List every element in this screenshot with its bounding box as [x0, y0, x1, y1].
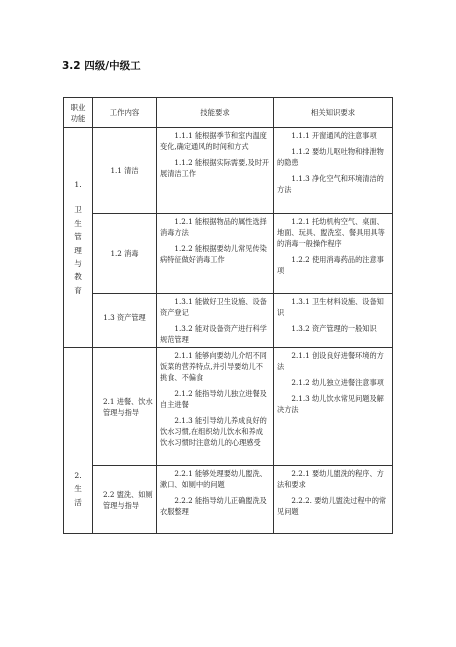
work-disinfection: 1.2 消毒	[93, 214, 157, 294]
knowledge-cell	[274, 214, 393, 294]
requirement-item: 2.1.1 创设良好进餐环境的方法	[277, 351, 384, 371]
function-char: 管	[74, 232, 82, 242]
work-cleaning: 1.1 清洁	[93, 128, 157, 214]
requirement-item: 1.3.2 资产管理的一般知识	[291, 324, 377, 333]
requirement-item: 2.2.1 能够处理要幼儿盥洗、漱口、如厕中的问题	[160, 469, 267, 489]
work-washing-toilet: 2.2 盥洗、如厕管理与指导	[93, 466, 157, 534]
function-char	[64, 191, 92, 203]
function-char: 教	[74, 272, 82, 282]
header-knowledge: 相关知识要求	[274, 98, 393, 128]
header-func: 职业 功能	[64, 98, 93, 128]
table-row	[64, 294, 393, 348]
requirement-item: 1.2.2 能根据要幼儿常见传染病特征做好消毒工作	[160, 244, 267, 264]
skill-cell	[157, 466, 274, 534]
requirement-item: 2.1.2 能指导幼儿独立进餐及自主进餐	[160, 389, 267, 409]
table-row	[64, 214, 393, 294]
header-skill: 技能要求	[157, 98, 274, 128]
work-asset-management: 1.3 资产管理	[93, 294, 157, 348]
requirement-item: 1.1.2 能根据实际需要,及时开展清洁工作	[160, 158, 270, 178]
skill-cell	[157, 214, 274, 294]
section-title: 3.2 四级/中级工	[62, 60, 141, 72]
function-char: 理	[74, 245, 82, 255]
requirement-item: 1.3.2 能对设备资产进行科学规范管理	[160, 324, 267, 344]
requirement-item: 1.1.2 要幼儿呕吐物和排泄物的隐患	[277, 147, 384, 167]
function-char: 2.	[74, 470, 82, 480]
requirement-item: 2.1.2 幼儿独立进餐注意事项	[291, 378, 384, 387]
requirement-item: 2.2.2 能指导幼儿正确盥洗及衣服整理	[160, 496, 267, 516]
requirement-item: 1.3.1 卫生材料设施、设备知识	[277, 297, 384, 317]
knowledge-cell	[274, 294, 393, 348]
requirement-item: 2.1.3 能引导幼儿养成良好的饮水习惯,在组织幼儿饮水和养成饮水习惯时注意幼儿的心理感受	[160, 416, 267, 447]
skill-cell	[157, 128, 274, 214]
function-life	[64, 348, 93, 534]
requirement-item: 2.2.1 要幼儿盥洗的程序、方法和要求	[277, 469, 384, 489]
function-hygiene	[64, 128, 93, 348]
table-row	[64, 466, 393, 534]
requirement-item: 2.1.1 能够向要幼儿介绍不同饭菜的营养特点,并引导要幼儿不挑食、不偏食	[160, 351, 267, 382]
header-row	[64, 98, 393, 128]
knowledge-cell	[274, 348, 393, 466]
function-char: 生	[74, 218, 82, 228]
requirement-item: 1.1.1 开窗通风的注意事项	[291, 131, 377, 140]
function-char: 卫	[74, 205, 82, 215]
requirement-item: 2.2.2. 要幼儿盥洗过程中的常见问题	[277, 496, 387, 516]
table-row	[64, 348, 393, 466]
skill-cell	[157, 294, 274, 348]
requirement-item: 1.1.3 净化空气和环境清洁的方法	[277, 174, 384, 194]
table-row	[64, 128, 393, 214]
function-char: 活	[74, 497, 82, 507]
function-char: 育	[74, 285, 82, 295]
requirement-item: 1.2.1 能根据物品的属性选择消毒方法	[160, 217, 267, 237]
requirement-item: 2.1.3 幼儿饮水常见问题及解决方法	[277, 394, 384, 414]
function-char: 与	[74, 258, 82, 268]
requirement-item: 1.2.2 使用消毒药品的注意事项	[277, 255, 384, 275]
function-char: 1.	[74, 179, 82, 189]
requirement-item: 1.2.1 托幼机构空气、桌面、地面、玩具、盥洗室、餐具用具等的消毒一般操作程序	[277, 217, 385, 248]
skill-cell	[157, 348, 274, 466]
requirement-item: 1.3.1 能做好卫生设施、设备资产登记	[160, 297, 267, 317]
requirement-item: 1.1.1 能根据季节和室内温度变化,确定通风的时间和方式	[160, 131, 267, 151]
work-meal-water: 2.1 进餐、饮水管理与指导	[93, 348, 157, 466]
skills-table	[63, 97, 393, 534]
knowledge-cell	[274, 466, 393, 534]
function-char: 生	[74, 484, 82, 494]
header-work: 工作内容	[93, 98, 157, 128]
knowledge-cell	[274, 128, 393, 214]
